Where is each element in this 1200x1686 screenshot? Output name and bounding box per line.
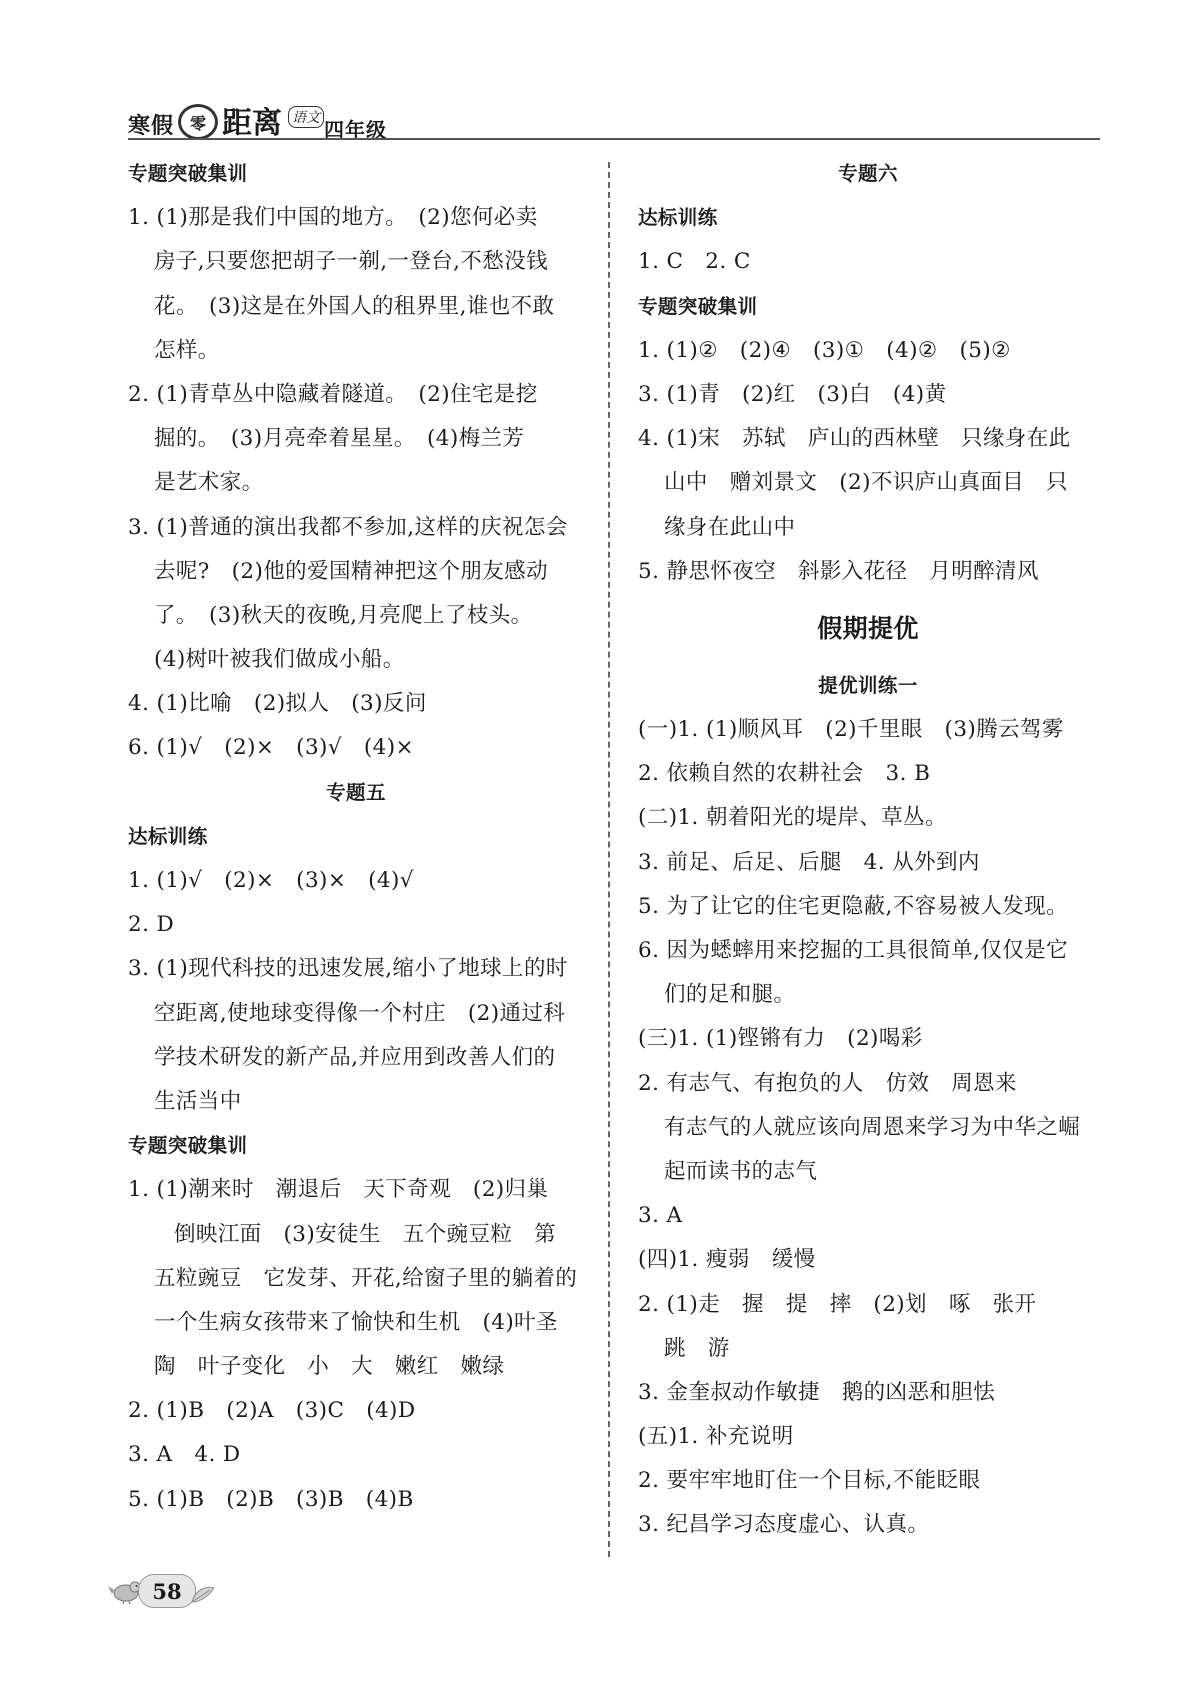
answer-line: 生活当中 <box>154 1088 242 1114</box>
page-number-text: 58 <box>152 1578 182 1604</box>
answer-line: 2. 有志气、有抱负的人 仿效 周恩来 <box>638 1070 1017 1096</box>
answer-line: 跳 游 <box>664 1335 730 1361</box>
answer-line: 花。 (3)这是在外国人的租界里,谁也不敢 <box>154 293 555 319</box>
answer-line: 2. (1)走 握 提 摔 (2)划 啄 张开 <box>638 1291 1037 1317</box>
page-number <box>138 1574 196 1608</box>
section-heading: 专题突破集训 <box>128 162 248 185</box>
answer-line: 了。 (3)秋天的夜晚,月亮爬上了枝头。 <box>154 602 533 628</box>
book-logo <box>128 104 324 140</box>
answer-line: (一)1. (1)顺风耳 (2)千里眼 (3)腾云驾雾 <box>638 717 1064 743</box>
answer-line: 3. 纪昌学习态度虚心、认真。 <box>638 1512 930 1538</box>
answer-line: (五)1. 补充说明 <box>638 1424 794 1450</box>
answer-line: 是艺术家。 <box>154 470 264 496</box>
answer-line: 1. C 2. C <box>638 249 751 275</box>
answer-line: 学技术研发的新产品,并应用到改善人们的 <box>154 1044 556 1070</box>
answer-line: 起而读书的志气 <box>664 1158 818 1184</box>
answer-line: 3. A 4. D <box>128 1442 241 1468</box>
answer-line: 5. 为了让它的住宅更隐蔽,不容易被人发现。 <box>638 893 1068 919</box>
answer-line: 一个生病女孩带来了愉快和生机 (4)叶圣 <box>154 1309 558 1335</box>
logo-subject: 语文 <box>288 106 324 128</box>
page-header <box>128 104 1100 140</box>
answer-line: 2. 要牢牢地盯住一个目标,不能眨眼 <box>638 1468 981 1494</box>
answer-line: 5. 静思怀夜空 斜影入花径 月明醉清风 <box>638 558 1039 584</box>
logo-zero-circle: 零 <box>178 104 218 140</box>
answer-line: 2. (1)B (2)A (3)C (4)D <box>128 1398 416 1424</box>
answer-line: (二)1. 朝着阳光的堤岸、草丛。 <box>638 805 947 831</box>
logo-part1: 寒假 <box>128 113 175 139</box>
answer-line: 3. A <box>638 1203 683 1229</box>
answer-line: 掘的。 (3)月亮牵着星星。 (4)梅兰芳 <box>154 426 525 452</box>
section-heading: 达标训练 <box>128 824 208 848</box>
answer-line: 去呢? (2)他的爱国精神把这个朋友感动 <box>154 558 548 584</box>
leaf-icon <box>190 1584 216 1608</box>
answer-line: 1. (1)潮来时 潮退后 天下奇观 (2)归巢 <box>128 1177 549 1203</box>
section-heading: 专题六 <box>838 162 898 185</box>
answer-line: 5. (1)B (2)B (3)B (4)B <box>128 1486 414 1512</box>
bird-icon <box>108 1578 142 1608</box>
section-heading: 假期提优 <box>817 613 919 643</box>
answer-line: 3. (1)现代科技的迅速发展,缩小了地球上的时 <box>128 956 568 982</box>
answer-line: 们的足和腿。 <box>664 982 796 1008</box>
answer-line: 五粒豌豆 它发芽、开花,给窗子里的躺着的 <box>154 1265 578 1291</box>
answer-line: 空距离,使地球变得像一个村庄 (2)通过科 <box>154 1000 566 1026</box>
answer-line: 3. (1)青 (2)红 (3)白 (4)黄 <box>638 381 947 407</box>
answer-line: 倒映江面 (3)安徒生 五个豌豆粒 第 <box>174 1221 557 1247</box>
section-heading: 专题五 <box>326 780 386 804</box>
right-column <box>638 152 1098 1548</box>
answer-line: 1. (1)那是我们中国的地方。 (2)您何必卖 <box>128 205 538 231</box>
answer-line: 4. (1)宋 苏轼 庐山的西林壁 只缘身在此 <box>638 426 1071 452</box>
answer-line: 有志气的人就应该向周恩来学习为中华之崛 <box>664 1114 1081 1140</box>
answer-line: 3. 金奎叔动作敏捷 鹅的凶恶和胆怯 <box>638 1379 996 1405</box>
section-heading: 专题突破集训 <box>128 1134 248 1158</box>
answer-line: 1. (1)② (2)④ (3)① (4)② (5)② <box>638 337 1011 363</box>
page-footer <box>108 1570 208 1610</box>
answer-line: (4)树叶被我们做成小船。 <box>154 647 405 673</box>
answer-line: 2. (1)青草丛中隐藏着隧道。 (2)住宅是挖 <box>128 381 538 407</box>
answer-line: 4. (1)比喻 (2)拟人 (3)反问 <box>128 691 427 717</box>
grade-label: 四年级 <box>324 118 387 142</box>
section-heading: 提优训练一 <box>818 673 918 697</box>
answer-line: 3. (1)普通的演出我都不参加,这样的庆祝怎会 <box>128 514 568 540</box>
answer-line: 1. (1)√ (2)× (3)× (4)√ <box>128 868 414 893</box>
answer-line: 缘身在此山中 <box>664 514 796 540</box>
answer-line: 房子,只要您把胡子一剃,一登台,不愁没钱 <box>154 249 549 275</box>
answer-line: 6. (1)√ (2)× (3)√ (4)× <box>128 735 414 761</box>
logo-part2: 距离 <box>222 106 283 141</box>
section-heading: 专题突破集训 <box>638 294 758 318</box>
left-column <box>128 152 584 1522</box>
answer-line: 3. 前足、后足、后腿 4. 从外到内 <box>638 849 980 875</box>
answer-line: 6. 因为蟋蟀用来挖掘的工具很简单,仅仅是它 <box>638 938 1068 963</box>
answer-line: 2. 依赖自然的农耕社会 3. B <box>638 761 931 787</box>
answer-line: (四)1. 瘦弱 缓慢 <box>638 1247 816 1273</box>
answer-line: (三)1. (1)铿锵有力 (2)喝彩 <box>638 1026 923 1052</box>
section-heading: 达标训练 <box>638 206 718 230</box>
answer-line: 怎样。 <box>154 337 220 363</box>
column-divider <box>608 162 610 1557</box>
answer-line: 2. D <box>128 912 175 938</box>
answer-line: 陶 叶子变化 小 大 嫩红 嫩绿 <box>154 1354 505 1380</box>
answer-line: 山中 赠刘景文 (2)不识庐山真面目 只 <box>664 470 1068 496</box>
header-rule <box>128 138 1100 140</box>
